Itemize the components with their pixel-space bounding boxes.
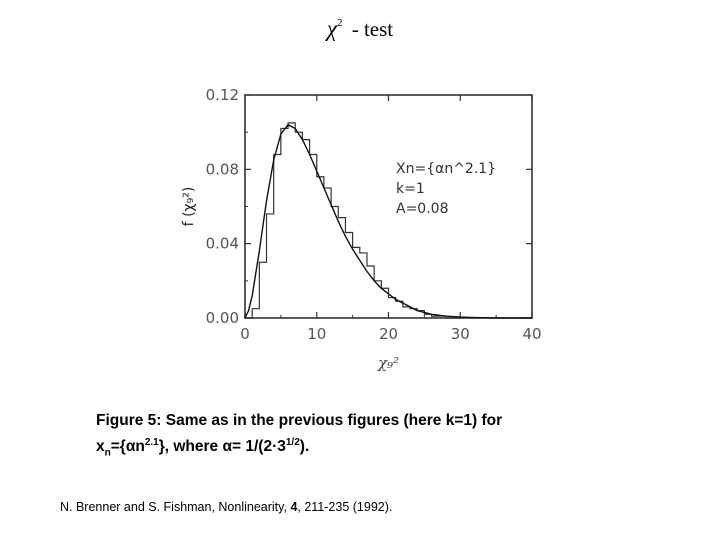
caption-x: x: [96, 438, 105, 456]
x-tick-label: 10: [307, 325, 327, 343]
reference-volume: 4: [290, 500, 298, 514]
reference-authors: N. Brenner and S. Fishman, Nonlinearity,: [60, 500, 291, 514]
x-tick-label: 40: [522, 325, 542, 343]
tick-labels: [206, 86, 542, 343]
reference-pages: , 211-235 (1992).: [297, 500, 393, 514]
chi-symbol: χ: [326, 16, 337, 41]
x-tick-label: 30: [450, 325, 470, 343]
x-axis-label: χ₉²: [377, 354, 400, 372]
caption-n: n: [104, 447, 111, 459]
title-exponent: 2: [336, 17, 343, 29]
x-tick-label: 0: [240, 325, 250, 343]
annotation-1: Xn={αn^2.1}: [396, 161, 497, 177]
annotation-3: A=0.08: [396, 201, 449, 217]
caption-line-1: Figure 5: Same as in the previous figures (here k=1) for: [96, 412, 503, 429]
legend-annotations: [396, 161, 496, 217]
slide-title: [0, 16, 720, 42]
histogram: [245, 123, 460, 318]
caption-mid: }, where α= 1/(2·3: [158, 438, 286, 456]
chi-square-chart: [150, 78, 570, 388]
title-text: - test: [346, 17, 394, 41]
annotation-2: k=1: [396, 181, 425, 197]
y-axis-label: f (χ₉²): [181, 186, 197, 227]
y-tick-label: 0.00: [205, 309, 239, 327]
y-tick-label: 0.12: [205, 86, 239, 104]
x-tick-label: 20: [378, 325, 399, 343]
caption-line-2: [96, 432, 502, 464]
y-tick-label: 0.04: [205, 234, 239, 253]
y-tick-label: 0.08: [205, 160, 239, 179]
caption-eq: ={αn: [110, 438, 145, 456]
reference: [60, 500, 392, 514]
caption-exp2: 1/2: [285, 437, 300, 448]
caption-exp: 2.1: [144, 437, 159, 448]
caption-end: ).: [299, 438, 310, 456]
figure-caption: [96, 410, 502, 464]
histogram-steps: [245, 123, 460, 318]
